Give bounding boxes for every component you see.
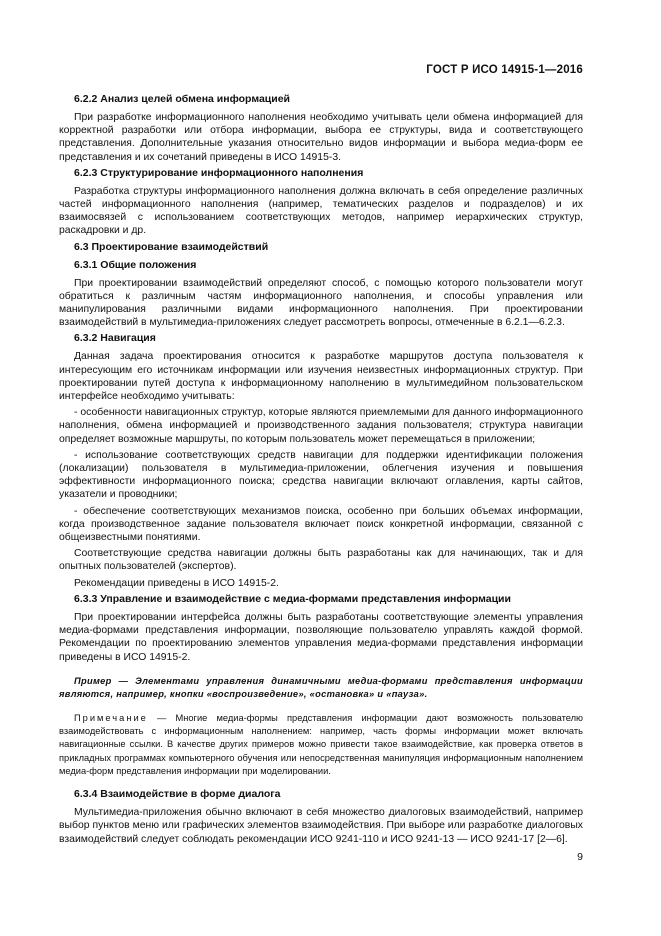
- section-heading: 6.3.4 Взаимодействие в форме диалога: [74, 788, 281, 801]
- paragraph: - использование соответствующих средств навигации для поддержки идентификации положения (локализации) пользователя в мультимедиа-приложении, облегчения изучения и повышения эффективности информационного поиска; средства навигации включают оглавления, карты сайтов, указатели и проводники;: [59, 449, 583, 501]
- paragraph: Мультимедиа-приложения обычно включают в себя множество диалоговых взаимодействий, например выбор пунктов меню или графических элементов взаимодействия. При выборе или разработке диалоговых взаимодействий следует соблюдать рекомендации ИСО 9241-110 и ИСО 9241-13 — ИСО 9241-17 [2—6].: [59, 807, 583, 845]
- paragraph: Разработка структуры информационного наполнения должна включать в себя определение различных частей информационного наполнения (например, тематических разделов и подразделов) и их взаимосвязей с использованием соответствующих методов, например иерархических структур, раскадровки и др.: [59, 185, 583, 237]
- paragraph: Соответствующие средства навигации должны быть разработаны как для начинающих, так и для опытных пользователей (экспертов).: [59, 548, 583, 573]
- paragraph: - особенности навигационных структур, которые являются приемлемыми для данного информационного наполнения, обмена информацией и производственного задания пользователя; структура навигации определяет возможные маршруты, по которым пользователь может перемещаться в приложении;: [59, 407, 583, 445]
- section-heading: 6.3.1 Общие положения: [74, 258, 197, 271]
- document-header: ГОСТ Р ИСО 14915-1—2016: [426, 64, 583, 76]
- page-number: 9: [577, 851, 583, 863]
- section-heading: 6.2.3 Структурирование информационного наполнения: [74, 166, 364, 179]
- section-heading: 6.2.2 Анализ целей обмена информацией: [74, 93, 291, 105]
- paragraph: Рекомендации приведены в ИСО 14915-2.: [74, 577, 279, 589]
- example-text: Пример — Элементами управления динамичными медиа-формами представления информации являются, например, кнопки «воспроизведение», «остановка» и «пауза».: [59, 675, 583, 699]
- note-body: — Многие медиа-формы представления информации дают возможность пользователю взаимодействовать с информационным наполнением: например, часть формы информации может включать навигационные ссылки. В качестве других примеров можно привести такое взаимодействие, как проверка ответов в прикладных программах компьютерного обучения или непосредственная манипуляция информационным наполнением медиа-форм представления информации при моделировании.: [59, 712, 583, 776]
- paragraph: Данная задача проектирования относится к разработке маршрутов доступа пользователя к интересующим его источникам информации или изучения неизвестных информационных структур. При проектировании путей доступа к информационному наполнению в мультимедийном пользовательском интерфейсе необходимо учитывать:: [59, 351, 583, 403]
- note-text: [59, 712, 583, 778]
- document-body: [59, 93, 583, 849]
- note-label: Примечание: [74, 712, 148, 723]
- paragraph: При проектировании взаимодействий определяют способ, с помощью которого пользователи могут обратиться к различным частям информационного наполнения, и способы управления или манипулирования различными видами информационного наполнения. При проектировании взаимодействий в мультимедиа-приложениях следует рассмотреть вопросы, отмеченные в 6.2.1—6.2.3.: [59, 277, 583, 329]
- paragraph: При проектировании интерфейса должны быть разработаны соответствующие элементы управления медиа-формами представления информации, позволяющие пользователю управлять каждой формой. Рекомендации по проектированию элементов управления медиа-формами представления информации приведены в ИСО 14915-2.: [59, 611, 583, 663]
- paragraph: - обеспечение соответствующих механизмов поиска, особенно при больших объемах информации, когда производственное задание пользователя включает поиск конкретной информации, связанной с общеизвестными понятиями.: [59, 505, 583, 544]
- section-heading: 6.3 Проектирование взаимодействий: [74, 240, 269, 253]
- paragraph: При разработке информационного наполнения необходимо учитывать цели обмена информацией для корректной разработки или отбора информации, выбора ее структуры, вида и соответствующего представления. Дополнительные указания относительно видов информации и выбора медиа-форм ее представления и их сочетаний приведены в ИСО 14915-3.: [59, 112, 583, 163]
- section-heading: 6.3.3 Управление и взаимодействие с медиа-формами представления информации: [74, 592, 511, 605]
- section-heading: 6.3.2 Навигация: [74, 332, 156, 345]
